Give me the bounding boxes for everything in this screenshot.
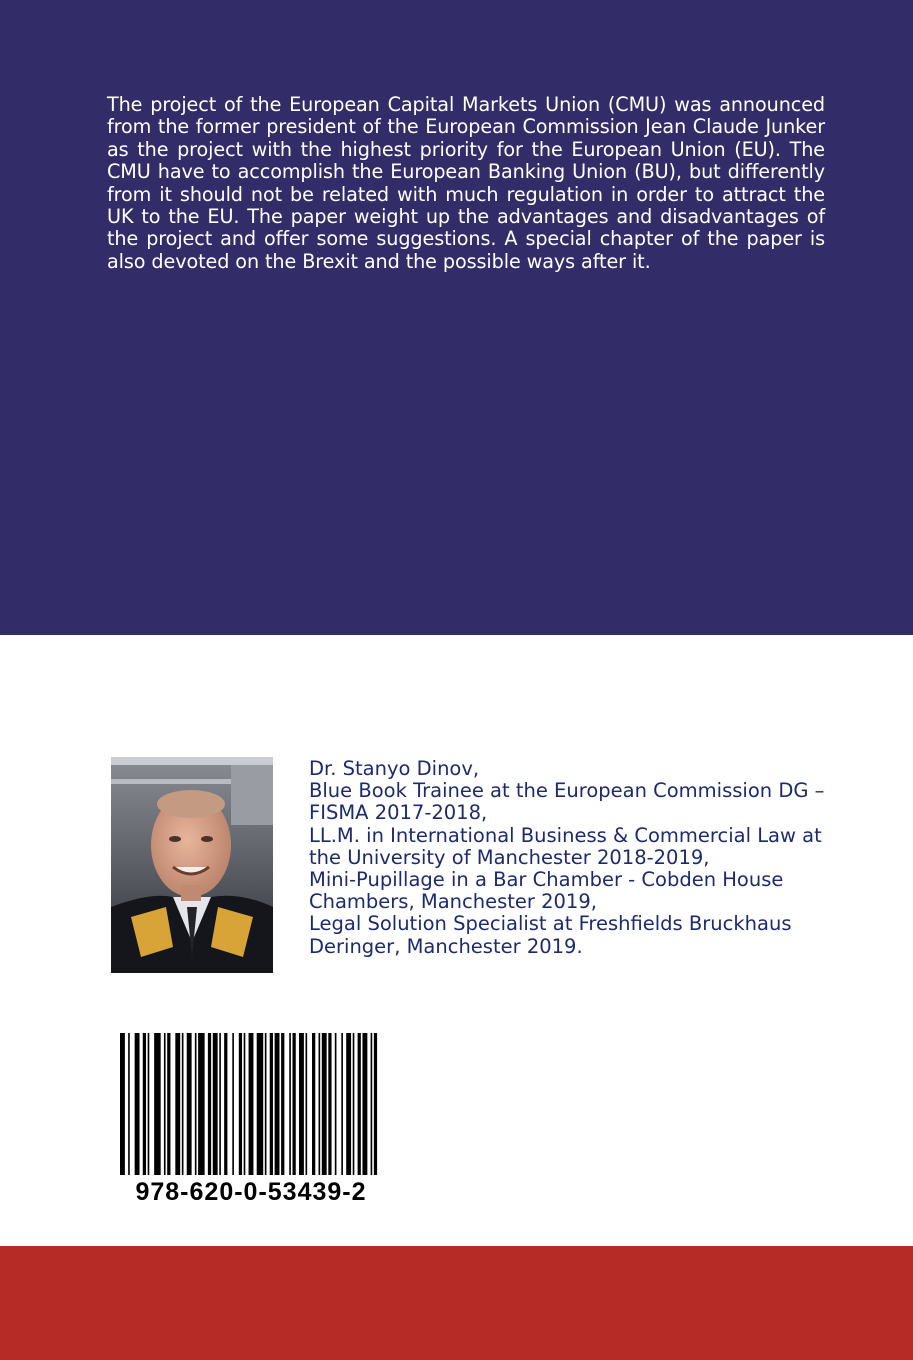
barcode-bar <box>213 1033 218 1175</box>
barcode-bar <box>154 1033 161 1175</box>
barcode-bar <box>187 1033 192 1175</box>
cover-top-band <box>0 0 913 635</box>
barcode-bar <box>244 1033 246 1175</box>
barcode <box>120 1033 382 1175</box>
author-bio-line: Dr. Stanyo Dinov, <box>309 757 480 780</box>
barcode-bar <box>335 1033 337 1175</box>
barcode-bar <box>195 1033 197 1175</box>
barcode-bar <box>358 1033 361 1175</box>
barcode-bar <box>120 1033 125 1175</box>
barcode-bar <box>346 1033 351 1175</box>
barcode-bar <box>275 1033 280 1175</box>
barcode-bar <box>319 1033 321 1175</box>
barcode-bar <box>164 1033 166 1175</box>
barcode-bar <box>208 1033 211 1175</box>
barcode-bar <box>224 1033 227 1175</box>
barcode-bar <box>293 1033 296 1175</box>
barcode-bar <box>143 1033 146 1175</box>
barcode-bar <box>281 1033 284 1175</box>
barcode-bar <box>374 1033 377 1175</box>
barcode-bar <box>328 1033 331 1175</box>
barcode-bar <box>148 1033 150 1175</box>
barcode-bar <box>371 1033 373 1175</box>
barcode-icon <box>120 1033 382 1175</box>
author-bio-line: Deringer, Manchester 2019. <box>309 934 583 958</box>
barcode-bar <box>312 1033 315 1175</box>
barcode-bar <box>265 1033 267 1175</box>
barcode-bar <box>249 1033 254 1175</box>
barcode-bar <box>182 1033 184 1175</box>
author-bio-line: LL.M. in International Business & Commercial Law at <box>309 823 822 847</box>
barcode-bar <box>219 1033 221 1175</box>
author-bio-line: Legal Solution Specialist at Freshfields Bruckhaus <box>309 912 792 936</box>
barcode-bar <box>128 1033 130 1175</box>
author-bio-line: Blue Book Trainee at the European Commission DG – <box>309 779 825 803</box>
barcode-bar <box>257 1033 264 1175</box>
barcode-bar <box>135 1033 140 1175</box>
barcode-bar <box>175 1033 180 1175</box>
book-description: The project of the European Capital Markets Union (CMU) was announced from the former president of the European Commission Jean Claude Junker as the project with the highest priority for the European Union (EU). The CMU have to accomplish the European Banking Union (BU), but differently from it should not be related with much regulation in order to attract the UK to the EU. The paper weight up the advantages and disadvantages of the project and offer some suggestions. A special chapter of the paper is also devoted on the Brexit and the possible ways after it. <box>107 93 825 273</box>
barcode-bar <box>353 1033 355 1175</box>
barcode-bar <box>232 1033 234 1175</box>
author-bio-line: FISMA 2017-2018, <box>309 801 488 825</box>
barcode-bar <box>341 1033 343 1175</box>
author-bio-line: the University of Manchester 2018-2019, <box>309 845 710 869</box>
author-photo <box>111 757 273 973</box>
author-portrait-icon <box>111 757 273 973</box>
barcode-bar <box>322 1033 327 1175</box>
author-bio-line: Mini-Pupillage in a Bar Chamber - Cobden House <box>309 868 784 892</box>
barcode-bar <box>239 1033 242 1175</box>
isbn-number: 978-620-0-53439-2 <box>135 1178 367 1206</box>
barcode-bar <box>198 1033 205 1175</box>
author-bio <box>309 758 869 958</box>
barcode-bar <box>270 1033 273 1175</box>
barcode-bar <box>289 1033 291 1175</box>
barcode-bar <box>306 1033 308 1175</box>
barcode-bar <box>299 1033 304 1175</box>
author-bio-line: Chambers, Manchester 2019, <box>309 890 597 914</box>
barcode-bar <box>362 1033 367 1175</box>
barcode-bar <box>167 1033 170 1175</box>
cover-bottom-band <box>0 1246 913 1360</box>
